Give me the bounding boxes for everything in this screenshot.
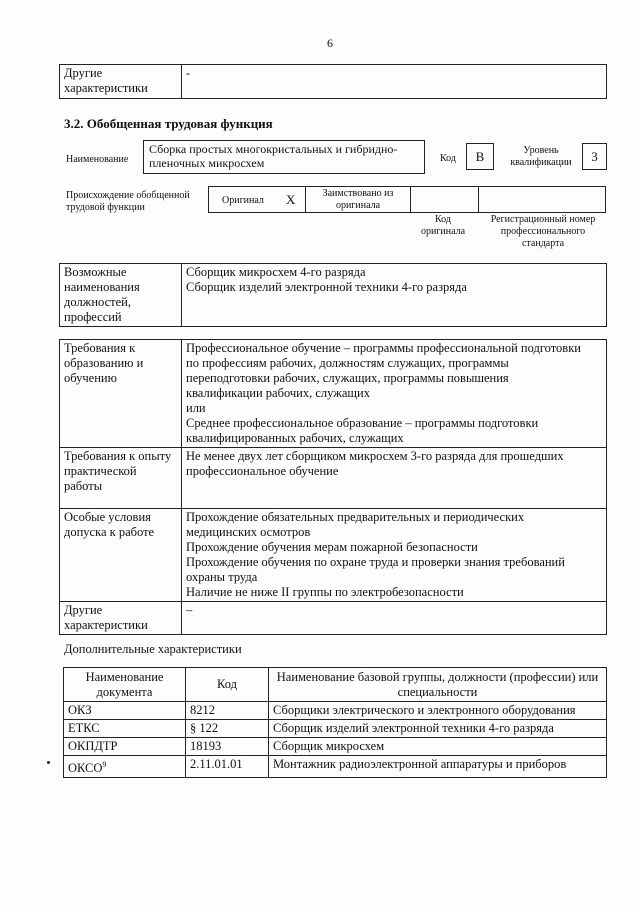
reg-number-label: Регистрационный номер профессионального стандарта [490,214,596,249]
special-conditions-value [182,509,607,602]
origin-box [208,186,606,213]
original-mark: X [286,192,296,207]
header-document: Наименование документа [64,668,186,702]
section-title: 3.2. Обобщенная трудовая функция [64,116,273,131]
top-characteristics-table [59,64,607,99]
education-line: по профессиям рабочих, должностям служащих, программы [186,356,509,370]
education-line: Профессиональное обучение – программы профессиональной подготовки [186,341,581,355]
special-condition-line: медицинских осмотров [186,525,311,539]
qualification-level-label: Уровень квалификации [510,145,572,168]
row-group-name: Монтажник радиоэлектронной аппаратуры и приборов [269,756,607,778]
code-value: В [466,143,494,170]
row-document: ОКЗ [64,702,186,720]
borrowed-label: Заимствовано из оригинала [322,188,394,211]
special-condition-line: Наличие не ниже II группы по электробезопасности [186,585,464,599]
okso-footnote: 9 [102,760,107,769]
experience-value [182,448,607,509]
education-line: Среднее профессиональное образование – программы подготовки [186,416,539,430]
code-label: Код [440,153,456,164]
row-document: ОКПДТР [64,738,186,756]
function-name-value: Сборка простых многокристальных и гибридно-пленочных микросхем [143,140,425,174]
okso-name: ОКСО [68,761,103,776]
row-code: 18193 [186,738,269,756]
additional-title: Дополнительные характеристики [64,642,242,656]
special-condition-line: Прохождение обучения по охране труда и проверки знания требований [186,555,565,569]
code-original-label: Код оригинала [420,214,466,237]
experience-line: Не менее двух лет сборщиком микросхем 3-го разряда для прошедших [186,449,564,463]
education-line: квалификации рабочих, служащих [186,386,370,400]
row-group-name: Сборщик изделий электронной техники 4-го разряда [269,720,607,738]
other-characteristics-value: – [182,602,607,635]
function-name-label: Наименование [66,154,129,165]
positions-table [59,263,607,327]
qualification-level-value: 3 [582,143,607,170]
header-group-name: Наименование базовой группы, должности (профессии) или специальности [269,668,607,702]
row-group-name: Сборщики электрического и электронного оборудования [269,702,607,720]
origin-divider-3 [478,186,479,213]
requirements-table [59,339,607,635]
origin-label: Происхождение обобщенной трудовой функции [66,190,190,213]
row-document [64,756,186,778]
education-line: переподготовки рабочих, служащих, программы повышения [186,371,509,385]
education-line: или [186,401,206,415]
top-other-label: Другие характеристики [60,65,182,99]
row-code: 8212 [186,702,269,720]
education-value [182,340,607,448]
education-label: Требования к образованию и обучению [60,340,182,448]
additional-table [63,667,607,778]
education-line: квалифицированных рабочих, служащих [186,431,404,445]
positions-label: Возможные наименования должностей, профессий [60,264,182,327]
position-item: Сборщик микросхем 4-го разряда [186,265,366,279]
special-condition-line: охраны труда [186,570,258,584]
row-code: § 122 [186,720,269,738]
special-condition-line: Прохождение обучения мерам пожарной безопасности [186,540,478,554]
row-code: 2.11.01.01 [186,756,269,778]
table-row [64,756,607,778]
origin-divider-1 [305,186,306,213]
page-number: 6 [327,36,333,50]
table-row [64,702,607,720]
original-label: Оригинал [222,195,264,206]
row-document: ЕТКС [64,720,186,738]
origin-divider-2 [410,186,411,213]
margin-dot [47,761,50,764]
top-other-value: - [182,65,607,99]
experience-line: профессиональное обучение [186,464,339,478]
table-row [64,738,607,756]
special-conditions-label: Особые условия допуска к работе [60,509,182,602]
row-group-name: Сборщик микросхем [269,738,607,756]
experience-label: Требования к опыту практической работы [60,448,182,509]
position-item: Сборщик изделий электронной техники 4-го разряда [186,280,467,294]
positions-values [182,264,607,327]
table-row [64,720,607,738]
header-code: Код [186,668,269,702]
special-condition-line: Прохождение обязательных предварительных и периодических [186,510,525,524]
other-characteristics-label: Другие характеристики [60,602,182,635]
